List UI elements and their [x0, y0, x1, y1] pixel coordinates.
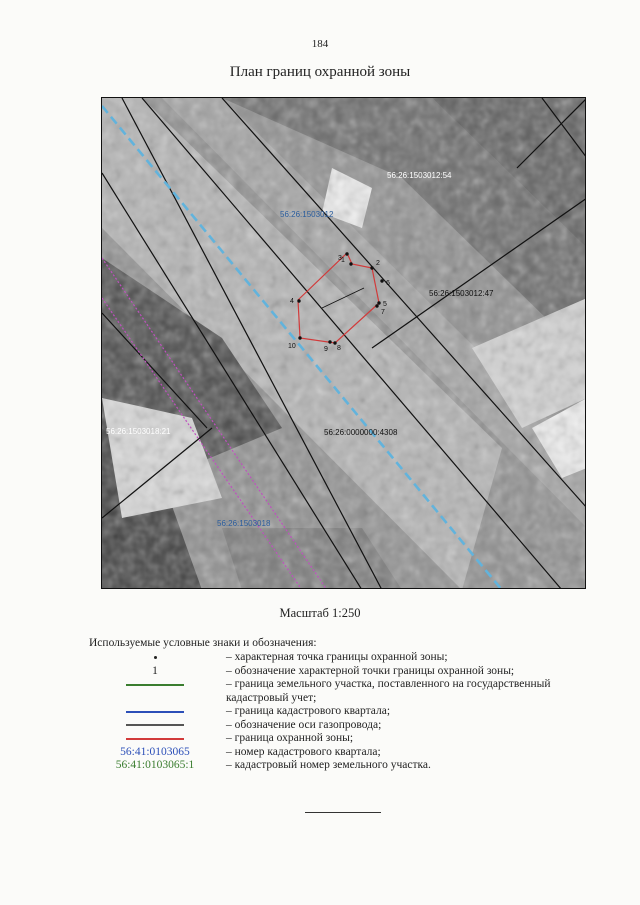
- zone-point-label-6: 6: [386, 280, 390, 287]
- legend-symbol-text: 1: [152, 664, 158, 677]
- legend-title: Используемые условные знаки и обозначения:: [89, 637, 317, 649]
- legend-text: – граница кадастрового квартала;: [226, 705, 391, 717]
- zone-point-label-1: 1: [341, 257, 345, 264]
- legend-item: [90, 732, 610, 746]
- footer-rule: [305, 812, 381, 813]
- map-label-parcel-0000000-4308: 56:26:0000000:4308: [324, 428, 398, 437]
- line-sample: [126, 684, 184, 686]
- map-canvas: [102, 98, 586, 589]
- aerial-map: [101, 97, 586, 589]
- legend-item: [90, 705, 610, 719]
- zone-point-label-4: 4: [290, 298, 294, 305]
- point-marker-icon: [154, 656, 157, 659]
- legend-symbol-text: 56:41:0103065:1: [115, 759, 195, 771]
- legend: [90, 651, 610, 773]
- legend-item: [90, 651, 610, 665]
- legend-item: [90, 759, 610, 773]
- legend-symbol: [90, 732, 220, 746]
- legend-symbol: [90, 651, 220, 665]
- map-label-quarter-1503018: 56:26:1503018: [217, 519, 271, 528]
- zone-point-1: [349, 262, 352, 265]
- legend-text: – обозначение оси газопровода;: [226, 718, 382, 731]
- zone-point-label-9: 9: [324, 346, 328, 353]
- legend-symbol: [90, 719, 220, 733]
- zone-point-label-8: 8: [337, 345, 341, 352]
- zone-point-label-2: 2: [376, 260, 380, 267]
- line-sample: [126, 711, 184, 713]
- map-label-parcel-1503018-21: 56:26:1503018:21: [106, 427, 171, 436]
- zone-point-7: [375, 304, 378, 307]
- map-label-parcel-1503012-54: 56:26:1503012:54: [387, 171, 452, 180]
- page-number: 184: [311, 38, 329, 50]
- zone-point-label-3: 3: [338, 255, 342, 262]
- line-sample: [126, 724, 184, 726]
- legend-symbol-text: 56:41:0103065: [120, 745, 190, 758]
- legend-symbol: [90, 705, 220, 719]
- legend-item: [90, 665, 610, 679]
- legend-symbol: [90, 678, 220, 692]
- zone-point-9: [328, 340, 331, 343]
- map-scale: Масштаб 1:250: [279, 606, 361, 620]
- legend-item: [90, 678, 610, 705]
- legend-text: – обозначение характерной точки границы охранной зоны;: [226, 664, 515, 677]
- zone-point-5: [377, 301, 380, 304]
- zone-point-label-10: 10: [288, 343, 296, 350]
- legend-symbol: [90, 746, 220, 760]
- zone-point-label-7: 7: [381, 309, 385, 316]
- legend-text: – граница охранной зоны;: [226, 732, 354, 744]
- legend-symbol: [90, 665, 220, 679]
- zone-point-label-5: 5: [383, 301, 387, 308]
- legend-symbol: [90, 759, 220, 773]
- zone-point-10: [298, 336, 301, 339]
- zone-point-6: [380, 279, 383, 282]
- zone-point-2: [370, 266, 373, 269]
- legend-text: – граница земельного участка, поставленного на государственный кадастровый учет;: [226, 678, 551, 704]
- legend-item: [90, 719, 610, 733]
- zone-point-3: [345, 252, 348, 255]
- line-sample: [126, 738, 184, 740]
- page-title: План границ охранной зоны: [229, 64, 411, 80]
- legend-text: – номер кадастрового квартала;: [226, 745, 381, 758]
- map-label-quarter-1503012: 56:26:1503012: [280, 210, 334, 219]
- legend-text: – характерная точка границы охранной зоны;: [226, 651, 448, 663]
- legend-item: [90, 746, 610, 760]
- legend-text: – кадастровый номер земельного участка.: [226, 759, 431, 771]
- zone-point-4: [297, 299, 300, 302]
- map-label-parcel-1503012-47: 56:26:1503012:47: [429, 289, 494, 298]
